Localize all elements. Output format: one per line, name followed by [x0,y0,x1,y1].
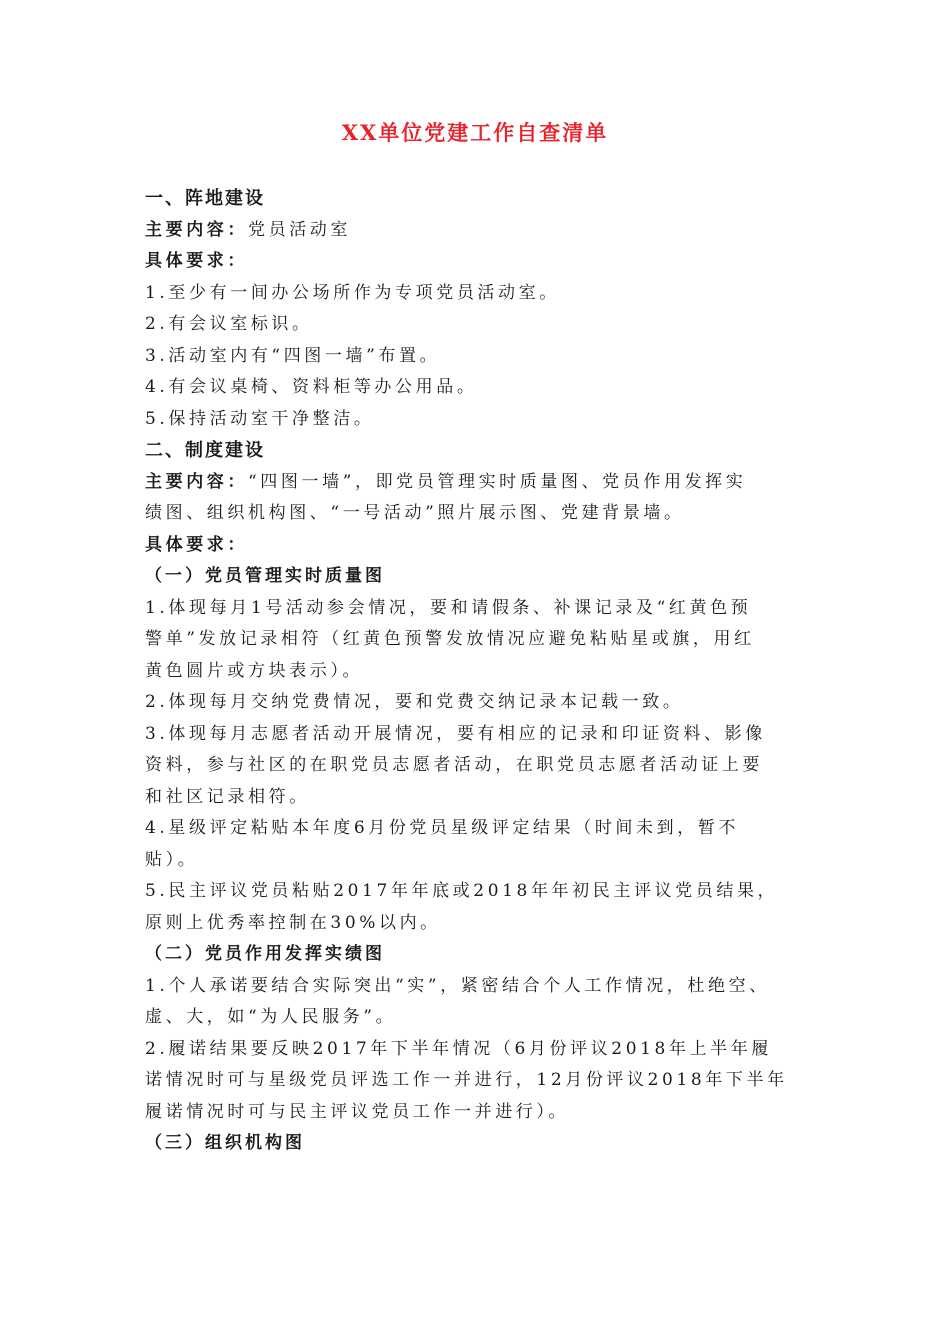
list-item-continued: 警单”发放记录相符（红黄色预警发放情况应避免粘贴星或旗，用红 [145,629,755,649]
section-heading-position-construction: 一、阵地建设 [145,188,265,209]
main-content-text-continued: 绩图、组织机构图、“一号活动”照片展示图、党建背景墙。 [145,503,685,523]
list-item-continued: 和社区记录相符。 [145,786,310,807]
subsection-heading-quality-chart: （一）党员管理实时质量图 [145,566,385,586]
document-title: XX单位党建工作自查清单 [341,120,609,145]
section-heading-system-construction: 二、制度建设 [145,440,265,461]
list-item: 3.活动室内有“四图一墙”布置。 [145,345,441,366]
list-item: 5.保持活动室干净整洁。 [145,408,375,429]
main-content-label: 主要内容： [145,471,248,492]
main-content-label: 主要内容： [145,219,248,240]
requirements-label: 具体要求： [145,251,248,271]
list-item-continued: 资料，参与社区的在职党员志愿者活动，在职党员志愿者活动证上要 [145,755,763,775]
list-item: 1.体现每月1号活动参会情况，要和请假条、补课记录及“红黄色预 [145,597,752,618]
list-item-continued: 黄色圆片或方块表示）。 [145,660,364,681]
list-item: 5.民主评议党员粘贴2017年年底或2018年年初民主评议党员结果， [145,881,779,901]
requirements-label: 具体要求： [145,534,248,555]
list-item-continued: 虚、大，如“为人民服务”。 [145,1007,397,1027]
list-item-continued: 履诺情况时可与民主评议党员工作一并进行）。 [145,1101,570,1122]
subsection-heading-org-chart: （三）组织机构图 [145,1133,305,1153]
list-item: 4.星级评定粘贴本年度6月份党员星级评定结果（时间未到，暂不 [145,818,740,838]
document-body [145,183,810,1160]
list-item-continued: 原则上优秀率控制在30%以内。 [145,912,441,933]
list-item-continued: 贴）。 [145,849,199,870]
list-item-continued: 诺情况时可与星级党员评选工作一并进行，12月份评议2018年下半年 [145,1070,788,1090]
main-content-text: “四图一墙”，即党员管理实时质量图、党员作用发挥实 [248,471,747,492]
main-content-line [145,215,810,247]
main-content-line [145,467,810,499]
list-item: 2.体现每月交纳党费情况，要和党费交纳记录本记载一致。 [145,692,684,712]
subsection-heading-performance-chart: （二）党员作用发挥实绩图 [145,944,385,964]
main-content-text: 党员活动室 [248,219,351,240]
list-item: 1.个人承诺要结合实际突出“实”，紧密结合个人工作情况，杜绝空、 [145,975,770,996]
list-item: 4.有会议桌椅、资料柜等办公用品。 [145,377,478,397]
list-item: 2.履诺结果要反映2017年下半年情况（6月份评议2018年上半年履 [145,1038,772,1059]
list-item: 2.有会议室标识。 [145,314,313,334]
list-item: 3.体现每月志愿者活动开展情况，要有相应的记录和印证资料、影像 [145,723,766,744]
list-item: 1.至少有一间办公场所作为专项党员活动室。 [145,282,560,303]
